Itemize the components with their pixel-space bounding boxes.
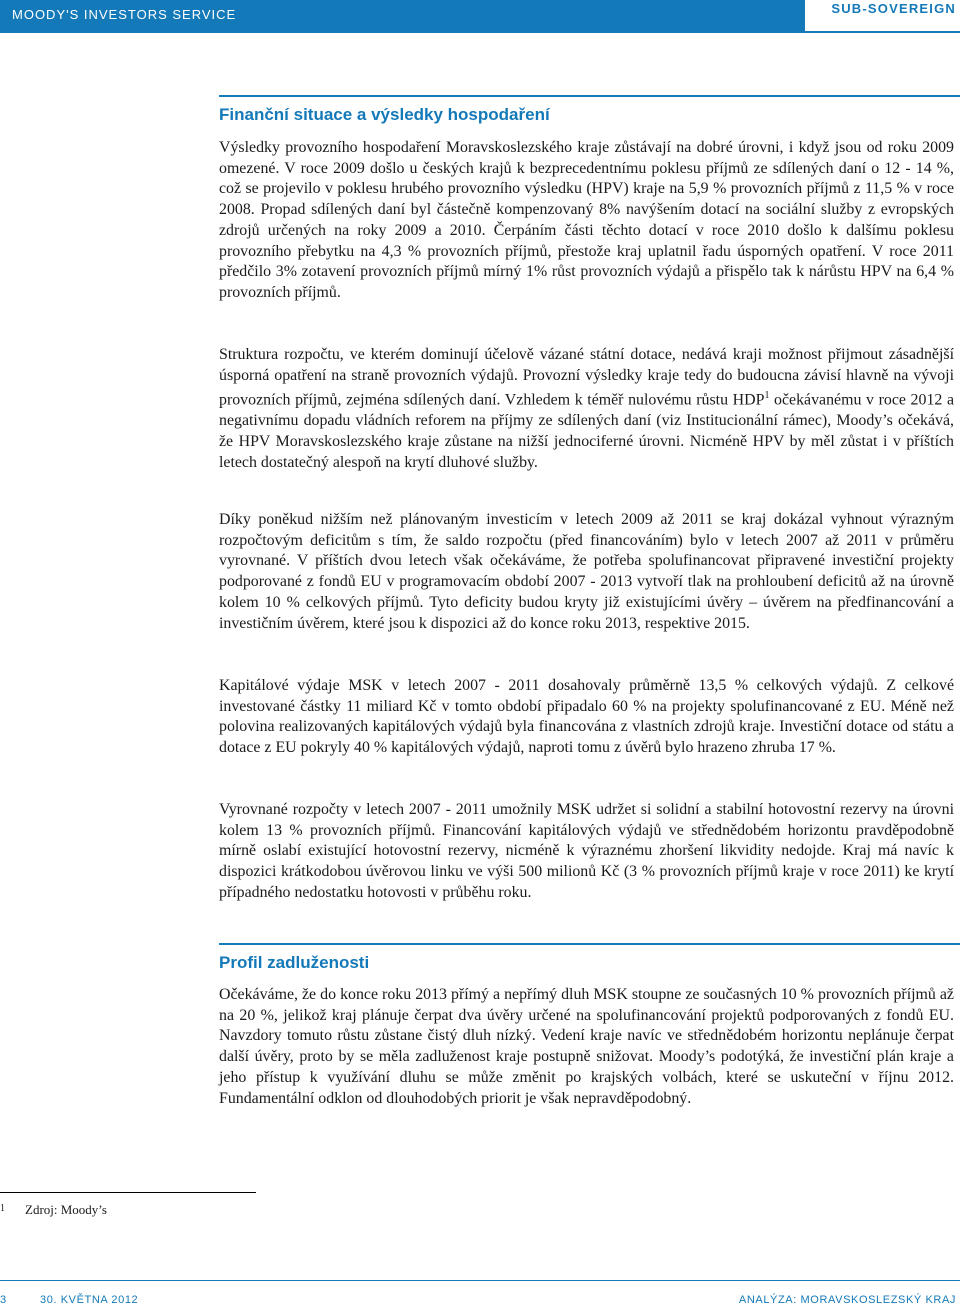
paragraph (219, 345, 954, 474)
section-rule (219, 95, 960, 97)
page-number: 3 (0, 1294, 7, 1306)
section-heading: Finanční situace a výsledky hospodaření (219, 105, 550, 124)
paragraph: Díky poněkud nižším než plánovaným investicím v letech 2009 až 2011 se kraj dokázal vyhnout výrazným rozpočtovým deficitům s tím, že saldo rozpočtu (před financováním) bylo v letech 2007 až 2011 v průměru vyrovnané. V příštích dvou letech však očekáváme, že potřeba spolufinancovat připravené investiční projekty podporované z fondů EU v programovacím období 2007 - 2013 vytvoří tlak na prohloubení deficitů až na úrovně kolem 10 % celkových příjmů. Tyto deficity budou kryty již existujícími úvěry – úvěrem na předfinancování a investičním úvěrem, které jsou k dispozici až do konce roku 2013, respektive 2015. (219, 511, 954, 632)
footnote-rule (0, 1192, 256, 1193)
paragraph: Očekáváme, že do konce roku 2013 přímý a nepřímý dluh MSK stoupne ze současných 10 % provozních příjmů až na 20 %, jelikož kraj plánuje čerpat dva úvěry určené na spolufinancování projektů podporovaných z fondů EU. Navzdory tomuto růstu zůstane čistý dluh nízký. Vedení kraje navíc ve střednědobém horizontu neplánuje čerpat další úvěry, proto by se měla zadluženost kraje postupně snižovat. Moody’s podotýká, že investiční plán kraje a jeho přístup k využívání dluhu se může změnit po krajských volbách, které se uskuteční v říjnu 2012. Fundamentální odklon od dlouhodobých priorit je však nepravděpodobný. (219, 986, 954, 1107)
footer-rule (0, 1280, 960, 1281)
section-tag: SUB-SOVEREIGN (831, 1, 956, 16)
section-rule (219, 943, 960, 945)
footnote-number: 1 (0, 1203, 5, 1214)
footnote-text: Zdroj: Moody’s (25, 1202, 107, 1217)
paragraph-text: Struktura rozpočtu, ve kterém dominují účelově vázané státní dotace, nedává kraji možnost přijmout zásadnější úsporná opatření na straně provozních výdajů. Provozní výsledky kraje tedy do budoucna závisí hlavně na vývoji provozních příjmů, zejména sdílených daní. Vzhledem k téměř nulovému růstu HDP (219, 346, 954, 409)
header-bar (0, 0, 805, 31)
paragraph: Výsledky provozního hospodaření Moravskoslezského kraje zůstávají na dobré úrovni, i když jsou od roku 2009 omezené. V roce 2009 došlo u českých krajů k bezprecedentnímu poklesu příjmů ze sdílených daní o 12 - 14 %, což se projevilo v poklesu hrubého provozního výsledku (HPV) kraje na 5,9 % provozních příjmů z 11,5 % v roce 2008. Propad sdílených daní byl částečně kompenzovaný 8% navýšením dotací na sociální služby z evropských zdrojů určených na roky 2009 a 2010. Čerpáním části těchto dotací v roce 2010 došlo k dalšímu poklesu provozního přebytku na 4,3 % provozních příjmů, přestože kraj uplatnil řadu úsporných opatření. V roce 2011 předčilo 3% zotavení provozních příjmů mírný 1% růst provozních výdajů a přispělo tak k nárůstu HPV na 6,4 % provozních příjmů. (219, 139, 954, 301)
footer-document-title: ANALÝZA: MORAVSKOSLEZSKÝ KRAJ (738, 1294, 956, 1306)
footer-date: 30. KVĚTNA 2012 (40, 1294, 139, 1306)
paragraph: Vyrovnané rozpočty v letech 2007 - 2011 umožnily MSK udržet si solidní a stabilní hotovostní rezervy na úrovni kolem 13 % provozních příjmů. Financování kapitálových výdajů ve střednědobém horizontu pravděpodobně mírně oslabí existující hotovostní rezervy, nicméně k výraznému zhoršení likvidity nedojde. Kraj má navíc k dispozici krátkodobou úvěrovou linku ve výši 500 milionů Kč (3 % provozních příjmů kraje v roce 2011) ke krytí případného nedostatku hotovosti v průběhu roku. (219, 801, 954, 901)
section-heading: Profil zadluženosti (219, 953, 370, 972)
footnote-reference[interactable]: 1 (764, 390, 770, 402)
paragraph: Kapitálové výdaje MSK v letech 2007 - 2011 dosahovaly průměrně 13,5 % celkových výdajů. Z celkové investované částky 11 miliard Kč v tomto období připadalo 60 % na projekty spolufinancované z EU. Méně než polovina realizovaných kapitálových výdajů byla financována z vlastních zdrojů kraje. Investiční dotace od státu a dotace z EU pokryly 40 % kapitálových výdajů, naproti tomu z úvěrů bylo hrazeno zhruba 17 %. (219, 677, 954, 757)
header-rule (0, 31, 960, 33)
publisher-name: MOODY'S INVESTORS SERVICE (12, 7, 237, 22)
paragraph-text: očekávanému v roce 2012 a negativnímu dopadu vládních reforem na příjmy ze sdílených daní (viz Institucionální rámec), Moody’s očekává, že HPV Moravskoslezského kraje zůstane na nižší jednociferné úrovni. Nicméně HPV by měl zůstat i v příštích letech dostatečný alespoň na krytí dluhové služby. (219, 391, 954, 471)
